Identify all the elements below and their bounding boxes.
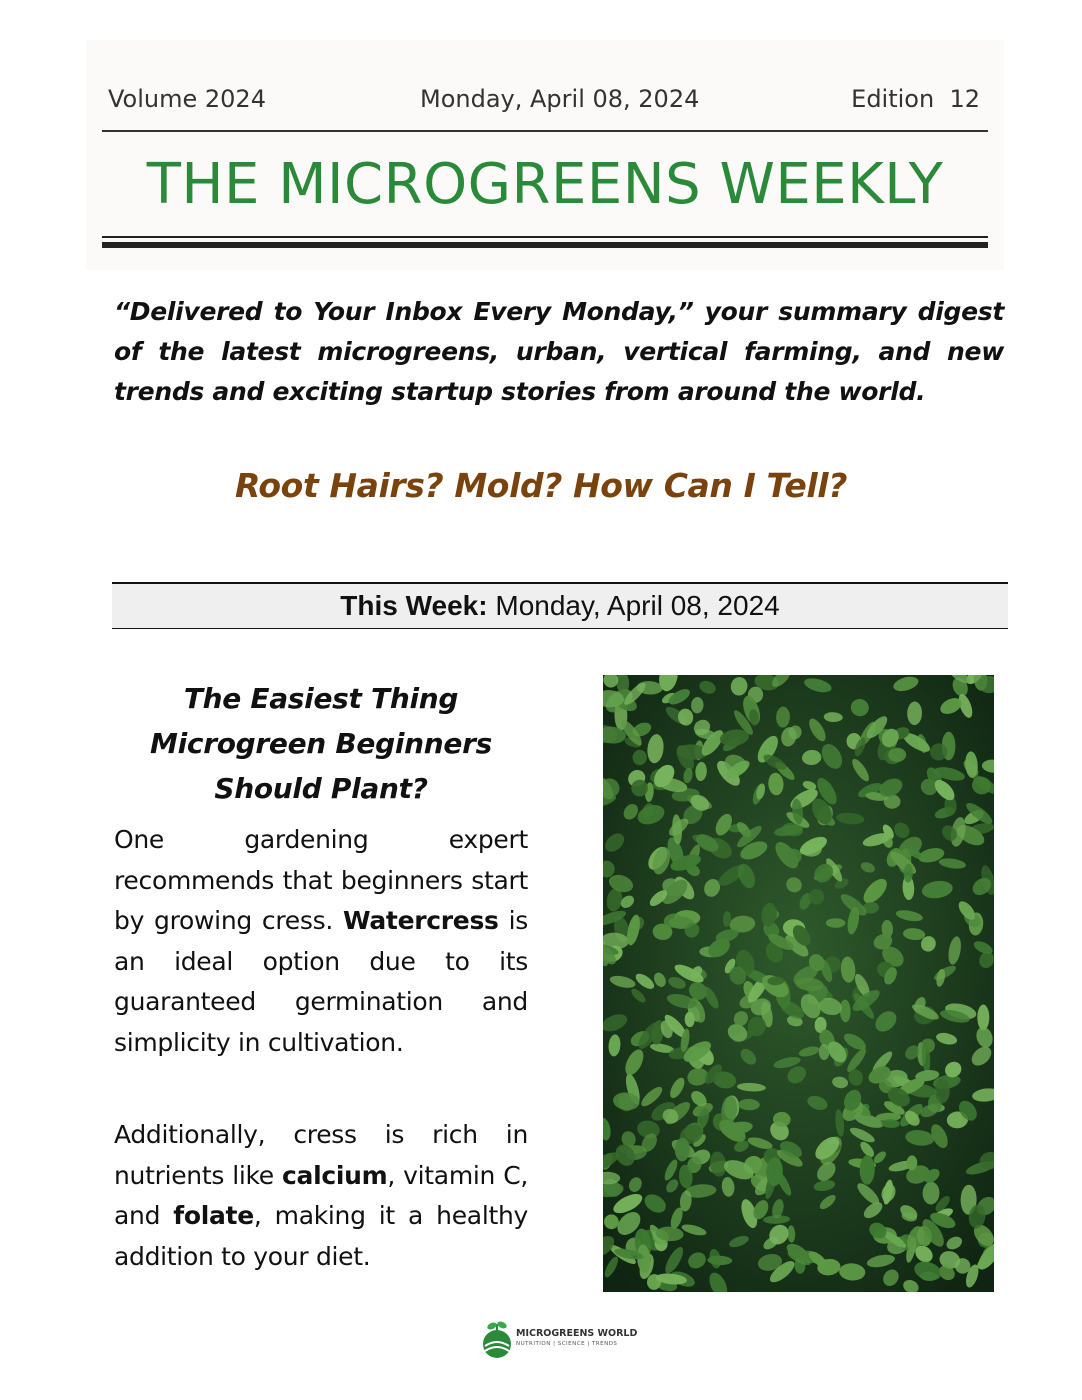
p2-text-3: , making it a healthy addition to your diet. [114,1201,529,1271]
this-week-date: Monday, April 08, 2024 [495,590,780,621]
p2-text-1: Additionally, cress is rich in nutrients like [114,1120,528,1190]
masthead-top-rule [102,130,988,132]
p2-text-2: , vitamin C, and [114,1160,528,1230]
issue-date: Monday, April 08, 2024 [420,85,700,113]
this-week-banner [112,582,1008,629]
masthead-rule-thin [102,236,988,238]
masthead-meta [86,85,1004,115]
p1-text-after: is an ideal option due to its guaranteed germination and simplicity in cultivation. [114,906,528,1057]
masthead-rule-thick [102,242,988,248]
cress-photo-illustration [603,675,994,1292]
edition-label: Edition 12 [851,85,980,113]
p2-bold-calcium: calcium [281,1160,388,1190]
p1-text-before: One gardening expert recommends that beginners start by growing cress. [114,825,528,935]
feature-headline: Root Hairs? Mold? How Can I Tell? [235,466,847,505]
cress-microgreens-photo [603,675,994,1292]
logo-tagline: NUTRITION | SCIENCE | TRENDS [516,1341,618,1347]
p2-bold-folate: folate [173,1201,254,1230]
volume-label: Volume 2024 [108,85,266,113]
article-title: The Easiest Thing Microgreen Beginners Should Plant? [150,682,492,805]
article-paragraph-2 [114,1115,528,1277]
logo-name: MICROGREENS WORLD [516,1328,638,1339]
article-paragraph-1 [114,820,528,1063]
masthead [86,40,1004,270]
microgreens-world-logo [480,1318,650,1362]
p1-bold-watercress: Watercress [342,906,499,935]
sprout-logo-icon [480,1320,514,1360]
this-week-label: This Week: [340,590,488,621]
newsletter-title: THE MICROGREENS WEEKLY [146,152,944,217]
intro-blurb: “Delivered to Your Inbox Every Monday,” your summary digest of the latest microgreens, urban, vertical farming, and new trends and exciting startup stories from around the world. [114,297,1004,406]
